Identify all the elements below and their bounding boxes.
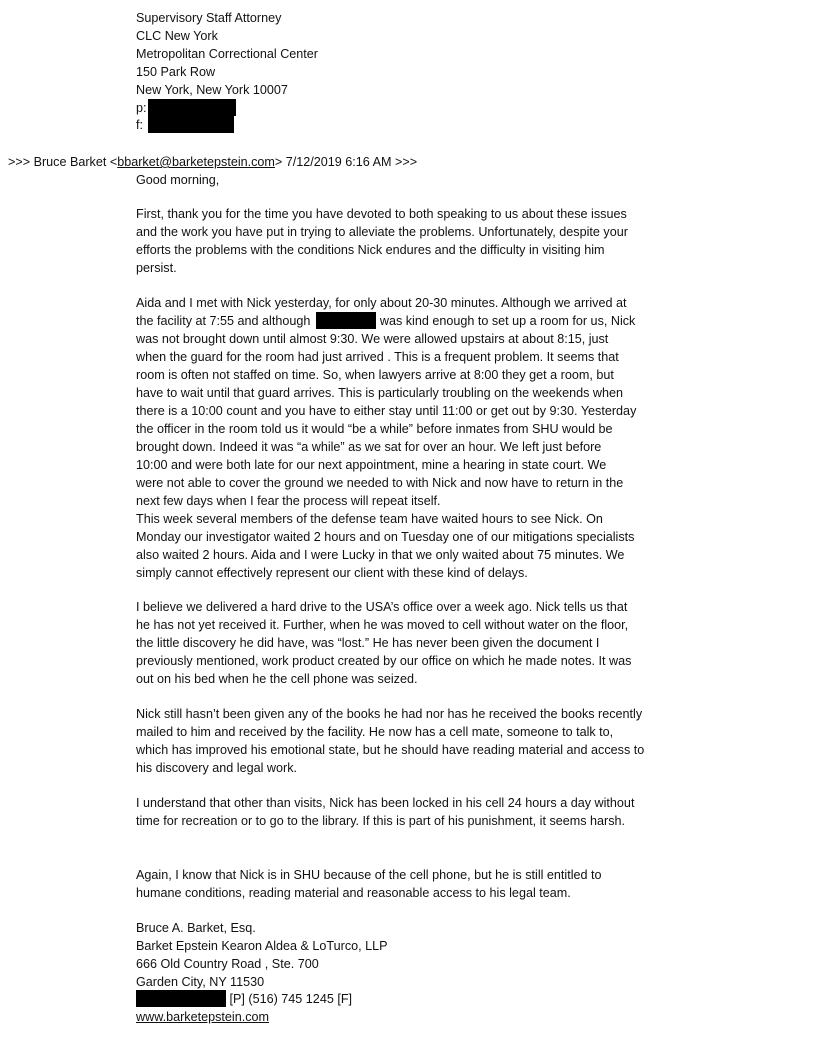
body-line: previously mentioned, work product created by our office on which he made notes. It was	[136, 654, 632, 668]
body-line: which has improved his emotional state, but he should have reading material and access to	[136, 743, 645, 757]
body-line: the officer in the room told us it would “be a while” before inmates from SHU would be	[136, 422, 613, 436]
body-line: his discovery and legal work.	[136, 761, 297, 775]
body-line-part: the facility at 7:55 and although	[136, 314, 311, 328]
quote-header-date: > 7/12/2019 6:16 AM >>>	[274, 155, 418, 169]
body-line: Monday our investigator waited 2 hours and on Tuesday one of our mitigations specialists	[136, 530, 635, 544]
body-line: room is often not staffed on time. So, when lawyers arrive at 8:00 they get a room, but	[136, 368, 614, 382]
quote-header-prefix: >>> Bruce Barket <	[8, 155, 118, 169]
header-city: New York, New York 10007	[136, 83, 288, 97]
body-line: time for recreation or to go to the library. If this is part of his punishment, it seems harsh.	[136, 814, 626, 828]
body-line: efforts the problems with the conditions Nick endures and the difficulty in visiting him	[136, 243, 605, 257]
header-phone-line	[136, 99, 236, 117]
body-line: mailed to him and received by the facility. He now has a cell mate, someone to talk to,	[136, 725, 614, 739]
body-line: brought down. Indeed it was “a while” as we sat for over an hour. We left just before	[136, 440, 602, 454]
body-line: and the work you have put in trying to alleviate the problems. Unfortunately, despite your	[136, 225, 628, 239]
body-line: when the guard for the room had just arrived . This is a frequent problem. It seems that	[136, 350, 619, 364]
quote-header	[8, 153, 417, 171]
header-title: Supervisory Staff Attorney	[136, 11, 282, 25]
body-line: This week several members of the defense team have waited hours to see Nick. On	[136, 512, 603, 526]
header-street: 150 Park Row	[136, 65, 216, 79]
footer-street: 666 Old Country Road , Ste. 700	[136, 957, 319, 971]
header-fax-line	[136, 116, 234, 134]
body-line: First, thank you for the time you have devoted to both speaking to us about these issues	[136, 207, 627, 221]
redaction-block	[148, 99, 236, 116]
redaction-block	[148, 116, 234, 133]
body-line-part: was kind enough to set up a room for us, Nick	[376, 314, 636, 328]
body-line: Aida and I met with Nick yesterday, for only about 20-30 minutes. Although we arrived at	[136, 296, 627, 310]
body-line: simply cannot effectively represent our client with these kind of delays.	[136, 566, 528, 580]
footer-phones	[136, 990, 352, 1008]
body-line: were not able to cover the ground we needed to with Nick and now have to return in the	[136, 476, 624, 490]
body-line: he has not yet received it. Further, when he was moved to cell without water on the floor,	[136, 618, 629, 632]
body-line: next few days when I fear the process will repeat itself.	[136, 494, 441, 508]
redaction-block	[136, 990, 226, 1007]
body-line: persist.	[136, 261, 177, 275]
body-line: was not brought down until almost 9:30. We were allowed upstairs at about 8:15, just	[136, 332, 609, 346]
body-line-with-redaction	[136, 312, 635, 330]
header-facility: Metropolitan Correctional Center	[136, 47, 318, 61]
greeting: Good morning,	[136, 173, 220, 187]
body-line: 10:00 and were both late for our next appointment, mine a hearing in state court. We	[136, 458, 607, 472]
website-link[interactable]: www.barketepstein.com	[136, 1010, 269, 1024]
body-line: I believe we delivered a hard drive to the USA’s office over a week ago. Nick tells us that	[136, 600, 628, 614]
header-fax-label: f:	[136, 118, 143, 132]
footer-name: Bruce A. Barket, Esq.	[136, 921, 256, 935]
body-line: out on his bed when he the cell phone was seized.	[136, 672, 418, 686]
body-line: Again, I know that Nick is in SHU because of the cell phone, but he is still entitled to	[136, 868, 602, 882]
body-line: also waited 2 hours. Aida and I were Lucky in that we only waited about 75 minutes. We	[136, 548, 625, 562]
body-line: Nick still hasn’t been given any of the books he had nor has he received the books recently	[136, 707, 643, 721]
footer-city: Garden City, NY 11530	[136, 975, 265, 989]
header-org: CLC New York	[136, 29, 218, 43]
body-line: the little discovery he did have, was “lost.” He has never been given the document I	[136, 636, 600, 650]
footer-phones-text: [P] (516) 745 1245 [F]	[226, 992, 353, 1006]
body-line: I understand that other than visits, Nick has been locked in his cell 24 hours a day without	[136, 796, 635, 810]
body-line: have to wait until that guard arrives. This is particularly troubling on the weekends when	[136, 386, 623, 400]
footer-website	[136, 1008, 269, 1026]
body-line: there is a 10:00 count and you have to either stay until 11:00 or get out by 9:30. Yesterday	[136, 404, 637, 418]
header-phone-label: p:	[136, 101, 147, 115]
sender-email-link[interactable]: bbarket@barketepstein.com	[117, 155, 275, 169]
body-line: humane conditions, reading material and reasonable access to his legal team.	[136, 886, 571, 900]
footer-firm: Barket Epstein Kearon Aldea & LoTurco, LLP	[136, 939, 388, 953]
redaction-block	[316, 312, 376, 329]
